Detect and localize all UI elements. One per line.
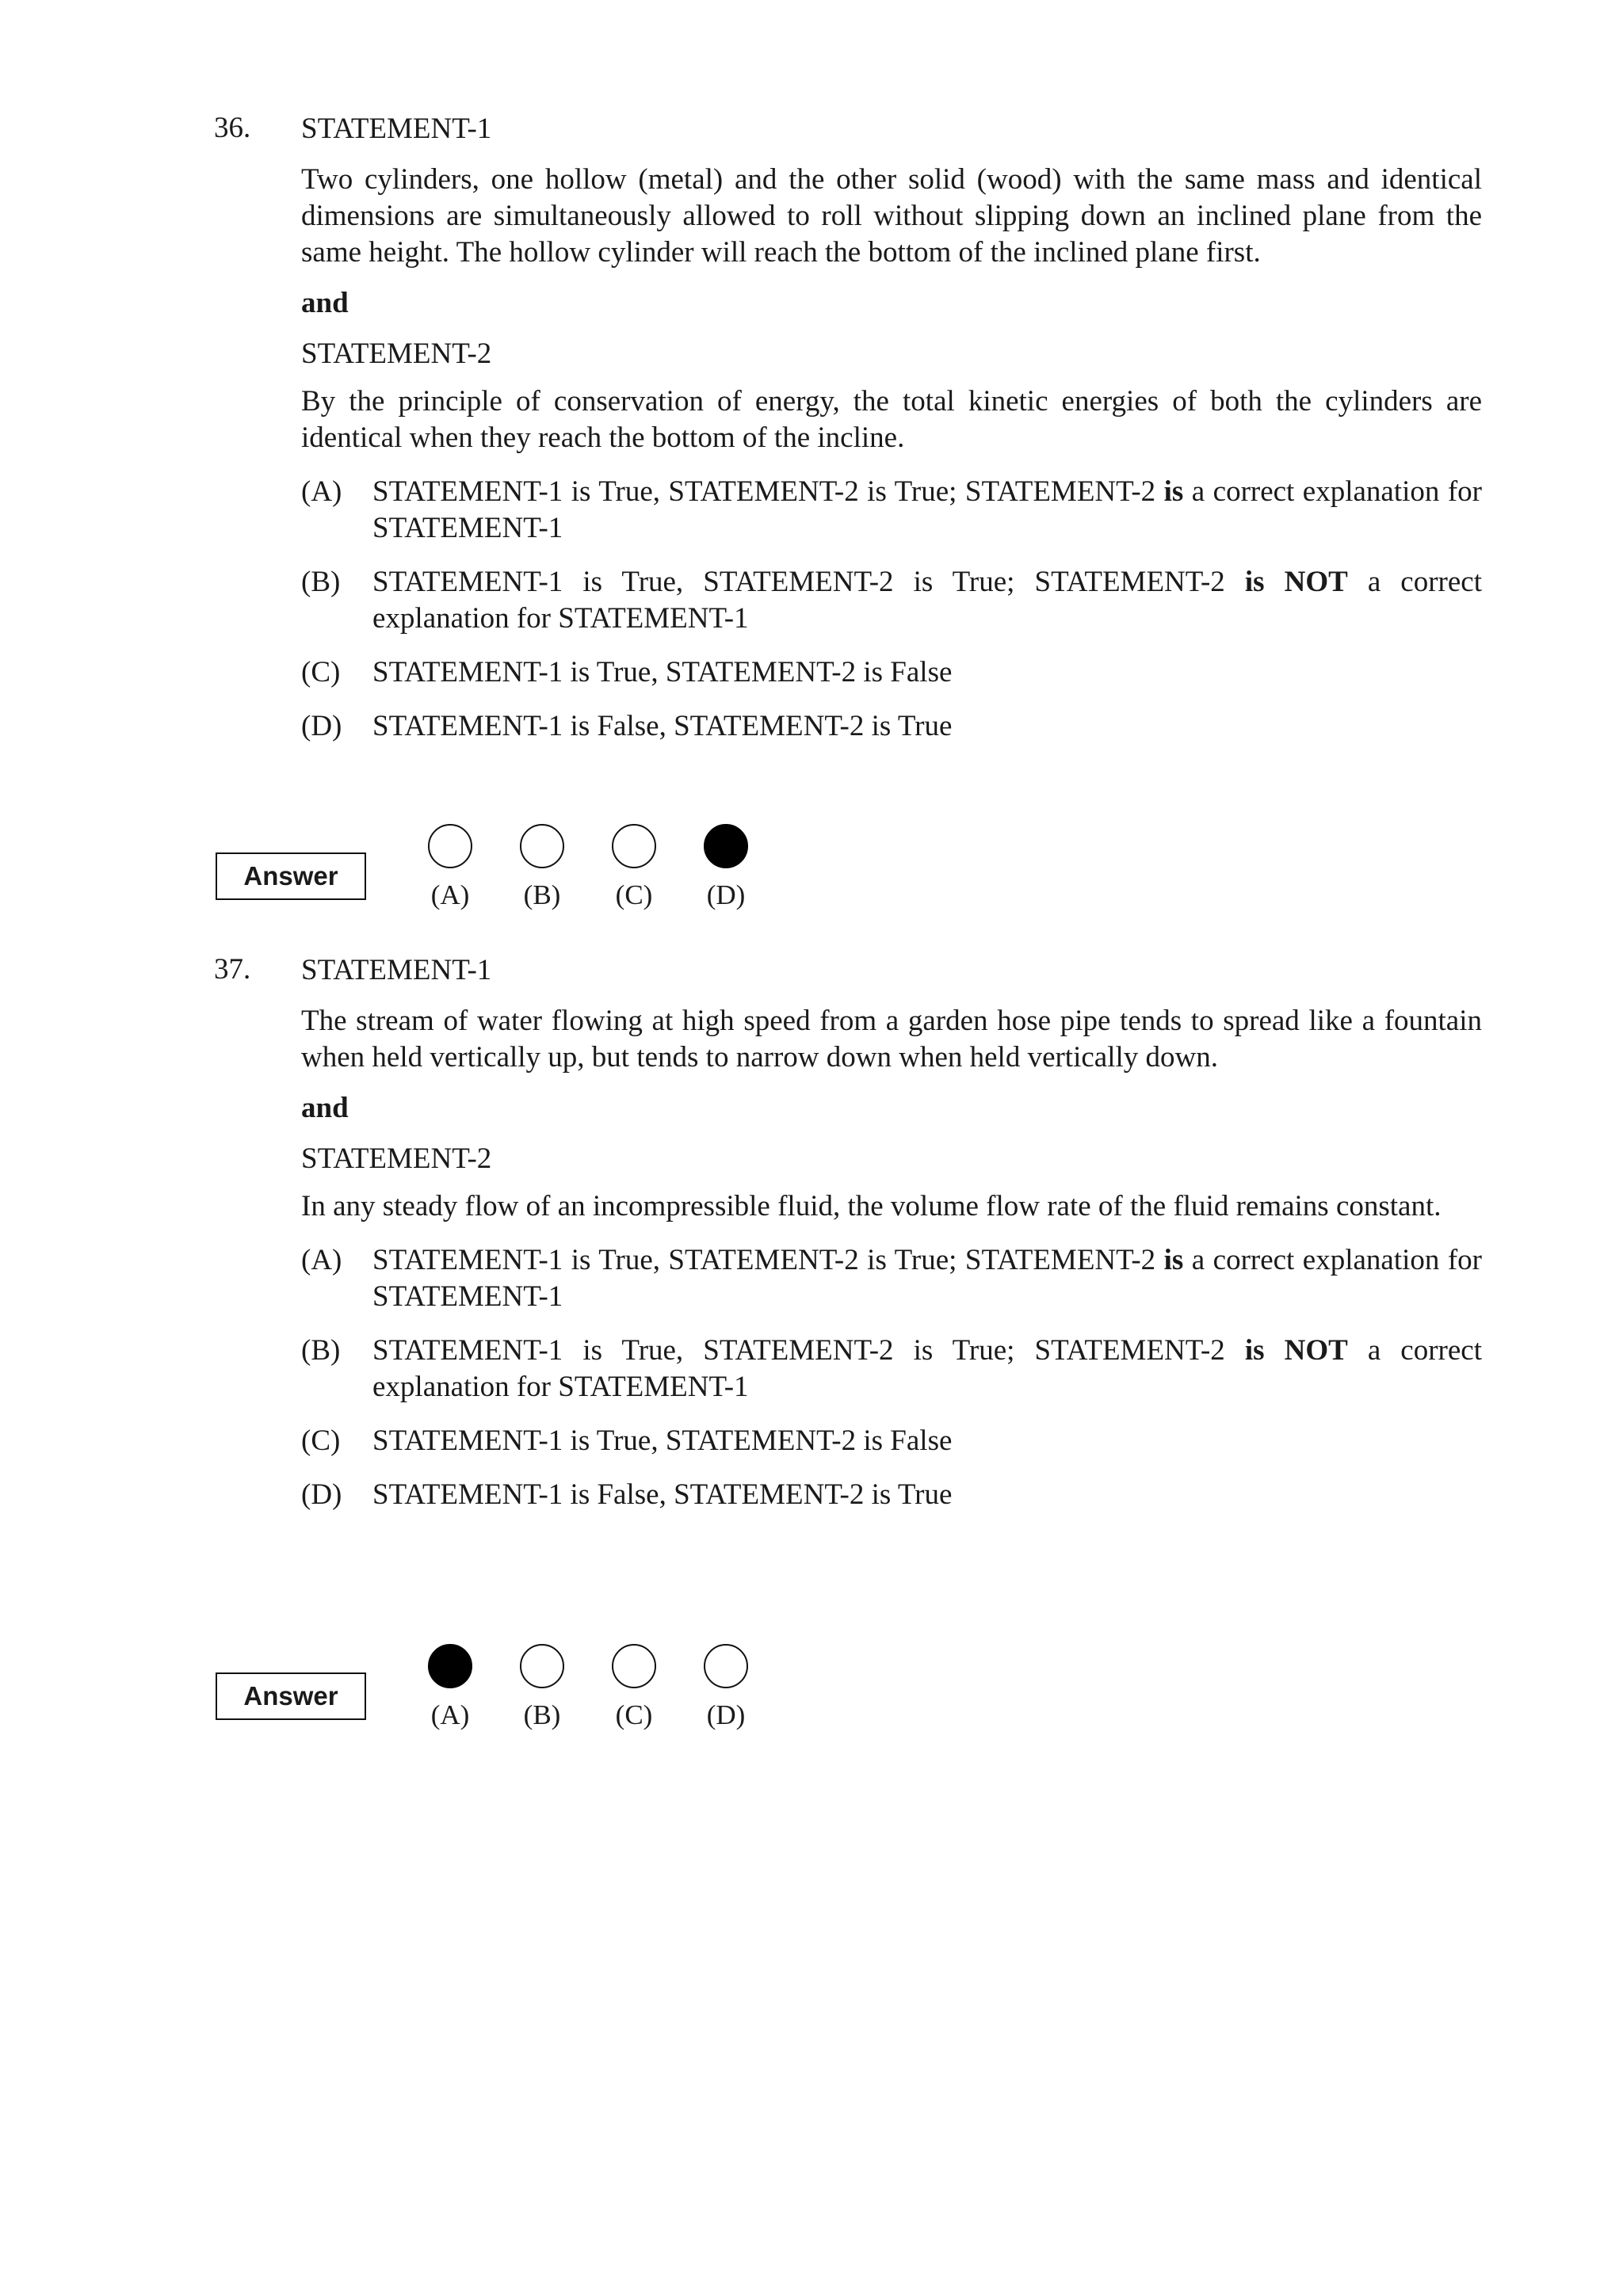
options-list bbox=[301, 1242, 1482, 1513]
option-c bbox=[301, 1423, 1482, 1459]
statement-1-text: Two cylinders, one hollow (metal) and the other solid (wood) with the same mass and identical dimensions are simultaneously allowed to roll without slipping down an inclined plane from the same height. The hollow cylinder will reach the bottom of the inclined plane first. bbox=[301, 163, 1482, 269]
option-letter: (A) bbox=[301, 1244, 342, 1276]
answer-block-36 bbox=[0, 824, 1623, 935]
bubble-option-d[interactable] bbox=[680, 824, 772, 911]
option-letter: (C) bbox=[301, 656, 341, 688]
option-text: STATEMENT-1 is True, STATEMENT-2 is True; STATEMENT-2 is NOT a correct explanation for STATEMENT-1 bbox=[372, 566, 1482, 635]
answer-bubble-filled[interactable] bbox=[704, 824, 748, 868]
answer-bubble[interactable] bbox=[428, 824, 472, 868]
option-a bbox=[301, 474, 1482, 547]
option-c bbox=[301, 654, 1482, 691]
answer-block-37 bbox=[0, 1644, 1623, 1755]
answer-bubbles bbox=[404, 1644, 772, 1731]
option-text: STATEMENT-1 is True, STATEMENT-2 is True; STATEMENT-2 is a correct explanation for STATEMENT-1 bbox=[372, 475, 1482, 544]
bubble-label: (B) bbox=[523, 1699, 561, 1730]
question-number: 36. bbox=[214, 112, 251, 144]
options-list bbox=[301, 474, 1482, 745]
option-letter: (A) bbox=[301, 475, 342, 508]
option-text: STATEMENT-1 is False, STATEMENT-2 is True bbox=[372, 710, 953, 742]
statement-2-text: By the principle of conservation of energy, the total kinetic energies of both the cylinders are identical when they reach the bottom of the incline. bbox=[301, 385, 1482, 454]
statement-1-label: STATEMENT-1 bbox=[301, 954, 492, 986]
option-letter: (C) bbox=[301, 1425, 341, 1457]
bubble-option-a[interactable] bbox=[404, 1644, 496, 1731]
bubble-label: (B) bbox=[523, 879, 561, 910]
answer-bubble[interactable] bbox=[704, 1644, 748, 1688]
statement-2-text: In any steady flow of an incompressible fluid, the volume flow rate of the fluid remains constant. bbox=[301, 1190, 1442, 1222]
option-text: STATEMENT-1 is True, STATEMENT-2 is True; STATEMENT-2 is NOT a correct explanation for STATEMENT-1 bbox=[372, 1334, 1482, 1403]
bubble-option-b[interactable] bbox=[496, 824, 588, 911]
answer-label: Answer bbox=[216, 1672, 366, 1720]
bubble-label: (C) bbox=[615, 879, 653, 910]
statement-2-label: STATEMENT-2 bbox=[301, 338, 492, 370]
option-b bbox=[301, 1333, 1482, 1405]
answer-bubble[interactable] bbox=[612, 1644, 656, 1688]
statement-1-text: The stream of water flowing at high speed from a garden hose pipe tends to spread like a fountain when held vertically up, but tends to narrow down when held vertically down. bbox=[301, 1005, 1482, 1074]
question-body bbox=[301, 111, 1482, 762]
answer-bubble[interactable] bbox=[520, 824, 564, 868]
bubble-option-c[interactable] bbox=[588, 824, 680, 911]
question-body bbox=[301, 952, 1482, 1531]
answer-bubble-filled[interactable] bbox=[428, 1644, 472, 1688]
answer-bubbles bbox=[404, 824, 772, 911]
question-number: 37. bbox=[214, 953, 251, 986]
option-letter: (D) bbox=[301, 710, 342, 742]
option-letter: (B) bbox=[301, 1334, 341, 1367]
option-text: STATEMENT-1 is True, STATEMENT-2 is False bbox=[372, 1425, 953, 1457]
option-letter: (B) bbox=[301, 566, 341, 598]
bubble-label: (C) bbox=[615, 1699, 653, 1730]
bubble-label: (D) bbox=[706, 1699, 746, 1730]
bubble-label: (A) bbox=[430, 879, 470, 910]
bubble-option-b[interactable] bbox=[496, 1644, 588, 1731]
bubble-option-d[interactable] bbox=[680, 1644, 772, 1731]
answer-bubble[interactable] bbox=[612, 824, 656, 868]
bubble-label: (A) bbox=[430, 1699, 470, 1730]
bubble-label: (D) bbox=[706, 879, 746, 910]
joiner-and: and bbox=[301, 287, 349, 319]
option-text: STATEMENT-1 is False, STATEMENT-2 is True bbox=[372, 1478, 953, 1511]
answer-bubble[interactable] bbox=[520, 1644, 564, 1688]
option-d bbox=[301, 1477, 1482, 1513]
option-text: STATEMENT-1 is True, STATEMENT-2 is True; STATEMENT-2 is a correct explanation for STATEMENT-1 bbox=[372, 1244, 1482, 1313]
statement-1-label: STATEMENT-1 bbox=[301, 113, 492, 145]
option-text: STATEMENT-1 is True, STATEMENT-2 is False bbox=[372, 656, 953, 688]
bubble-option-a[interactable] bbox=[404, 824, 496, 911]
joiner-and: and bbox=[301, 1092, 349, 1124]
answer-label: Answer bbox=[216, 852, 366, 900]
option-a bbox=[301, 1242, 1482, 1315]
option-letter: (D) bbox=[301, 1478, 342, 1511]
bubble-option-c[interactable] bbox=[588, 1644, 680, 1731]
option-d bbox=[301, 708, 1482, 745]
option-b bbox=[301, 564, 1482, 637]
statement-2-label: STATEMENT-2 bbox=[301, 1142, 492, 1175]
